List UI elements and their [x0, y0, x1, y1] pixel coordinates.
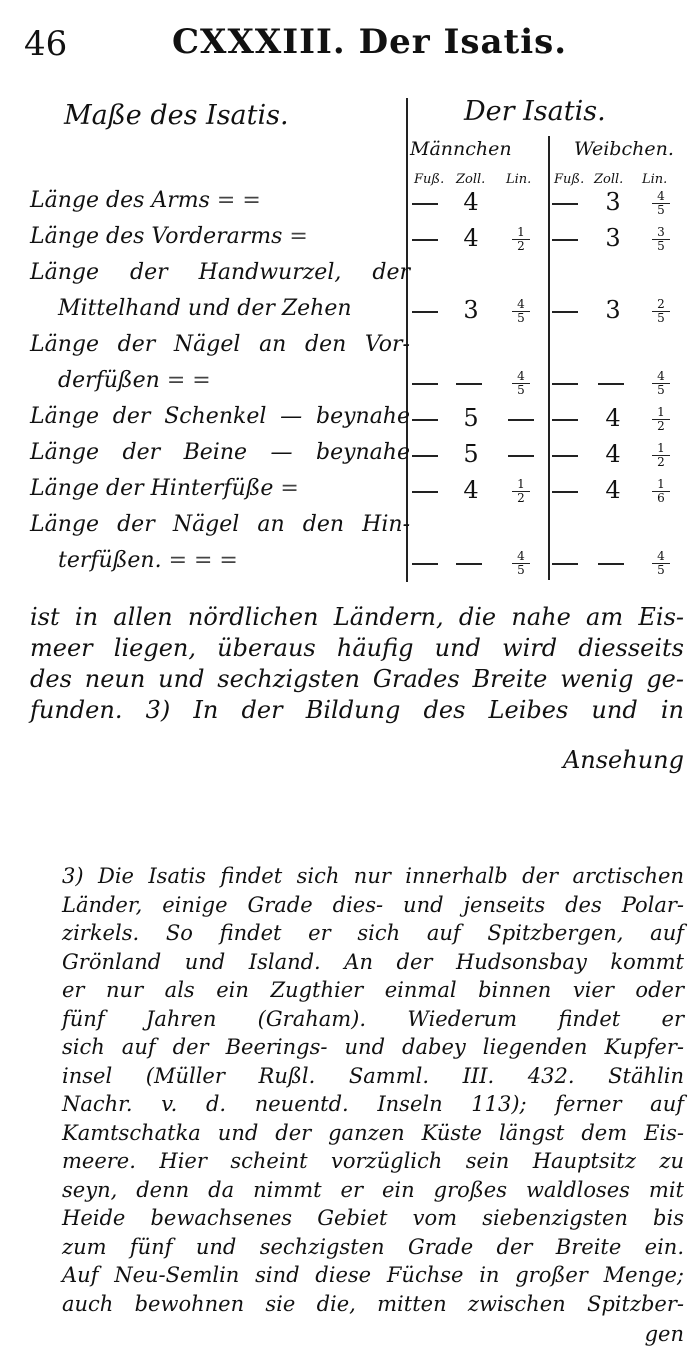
row-label: [58, 368, 410, 393]
cell-value: 4: [463, 476, 479, 504]
cell-dash: [552, 455, 578, 457]
cell-dash: [598, 563, 624, 565]
cell-value: 4: [605, 404, 621, 432]
cell-fraction: $\frac{1}{6}$: [652, 478, 670, 505]
cell-dash: [412, 491, 438, 493]
unit-foot-m: Fuß.: [414, 172, 445, 187]
footnote-line: zirkels. So findet er sich auf Spitzbergen, auf: [62, 921, 684, 945]
cell-dash: [552, 491, 578, 493]
footnote-line: er nur als ein Zugthier einmal binnen vier oder: [62, 978, 684, 1002]
row-label: [30, 440, 410, 465]
cell-value: 5: [463, 440, 479, 468]
cell-dash: [552, 383, 578, 385]
cell-value: 4: [605, 476, 621, 504]
cell-value: 4: [463, 188, 479, 216]
cell-fraction: $\frac{4}{5}$: [512, 370, 530, 397]
column-divider-middle: [548, 136, 550, 580]
footnote-line: Kamtschatka und der ganzen Küste längst dem Eis-: [62, 1120, 684, 1145]
cell-dash: [508, 455, 534, 457]
row-label: [30, 512, 410, 537]
row-label-text: Länge der Hinterfüße: [30, 476, 274, 501]
unit-foot-f: Fuß.: [554, 172, 585, 187]
row-label-text: Mittelhand und der Zehen: [58, 296, 352, 321]
cell-value: 4: [463, 224, 479, 252]
row-label-text: Länge der Schenkel — beynahe: [30, 404, 410, 429]
cell-dash: [552, 239, 578, 241]
body-line: des neun und sechzigsten Grades Breite wenig ge-: [30, 665, 684, 693]
page-number: 46: [24, 24, 68, 64]
cell-dash: [456, 563, 482, 565]
cell-dash: [412, 311, 438, 313]
cell-dash: [412, 419, 438, 421]
row-label-text: derfüßen: [58, 368, 160, 393]
body-line: funden. 3) In der Bildung des Leibes und in: [30, 696, 684, 724]
row-label-text: terfüßen.: [58, 548, 162, 573]
cell-dash: [552, 311, 578, 313]
cell-fraction: $\frac{2}{5}$: [652, 298, 670, 325]
cell-fraction: $\frac{4}{5}$: [652, 550, 670, 577]
row-label-text: Länge des Vorderarms: [30, 224, 283, 249]
row-label: [30, 188, 410, 213]
footnote-line: seyn, denn da nimmt er ein großes waldloses mit: [62, 1177, 684, 1202]
row-label: [30, 224, 410, 249]
measurements-table: [24, 92, 684, 592]
footnote-line: zum fünf und sechzigsten Grade der Breite ein.: [62, 1234, 684, 1259]
body-paragraph: [30, 602, 684, 726]
unit-inch-f: Zoll.: [594, 172, 624, 187]
row-label: [58, 296, 410, 321]
cell-dash: [412, 203, 438, 205]
row-label-text: Länge der Nägel an den Vor-: [30, 332, 410, 357]
row-label-text: Länge des Arms: [30, 188, 210, 213]
cell-dash: [552, 203, 578, 205]
table-title: Maße des Isatis.: [64, 100, 289, 131]
male-label: Männchen: [410, 138, 512, 160]
unit-line-m: Lin.: [506, 172, 532, 187]
running-title: CXXXIII. Der Isatis.: [172, 22, 568, 62]
row-dots: =: [273, 476, 299, 501]
catchword: Ansehung: [562, 746, 684, 774]
cell-dash: [508, 419, 534, 421]
footnote-line: Länder, einige Grade dies- und jenseits des Polar-: [62, 892, 684, 917]
cell-fraction: $\frac{4}{5}$: [512, 298, 530, 325]
page-header: [24, 18, 676, 68]
row-dots: =: [282, 224, 308, 249]
cell-fraction: $\frac{1}{2}$: [652, 442, 670, 469]
unit-line-f: Lin.: [642, 172, 668, 187]
cell-dash: [412, 563, 438, 565]
cell-dash: [412, 239, 438, 241]
footnote-line: Nachr. v. d. neuentd. Inseln 113); ferner auf: [62, 1092, 684, 1116]
footnote-line: auch bewohnen sie die, mitten zwischen Spitzber-: [62, 1291, 684, 1316]
footnote-catchword: gen: [644, 1322, 684, 1346]
cell-dash: [456, 383, 482, 385]
row-dots: = = =: [161, 548, 238, 573]
cell-fraction: $\frac{4}{5}$: [652, 370, 670, 397]
footnote-line: Auf Neu-Semlin sind diese Füchse in großer Menge;: [62, 1263, 684, 1287]
footnote-line: meere. Hier scheint vorzüglich sein Hauptsitz zu: [62, 1149, 684, 1173]
species-heading: Der Isatis.: [464, 96, 606, 127]
cell-dash: [552, 563, 578, 565]
row-dots: = =: [209, 188, 261, 213]
cell-value: 3: [605, 188, 621, 216]
cell-fraction: $\frac{1}{2}$: [512, 478, 530, 505]
cell-fraction: $\frac{4}{5}$: [512, 550, 530, 577]
footnote: [62, 862, 684, 1318]
footnote-line: fünf Jahren (Graham). Wiederum findet er: [62, 1006, 684, 1031]
body-line: ist in allen nördlichen Ländern, die nahe am Eis-: [30, 603, 684, 631]
row-label: [30, 404, 410, 429]
cell-fraction: $\frac{4}{5}$: [652, 190, 670, 217]
row-label: [30, 260, 410, 285]
footnote-line: sich auf der Beerings- und dabey liegenden Kupfer-: [62, 1035, 684, 1059]
cell-fraction: $\frac{3}{5}$: [652, 226, 670, 253]
row-label: [58, 548, 410, 573]
cell-fraction: $\frac{1}{2}$: [512, 226, 530, 253]
cell-dash: [552, 419, 578, 421]
footnote-line: Grönland und Island. An der Hudsonsbay kommt: [62, 949, 684, 974]
cell-value: 3: [463, 296, 479, 324]
cell-value: 5: [463, 404, 479, 432]
cell-dash: [598, 383, 624, 385]
cell-value: 3: [605, 296, 621, 324]
footnote-line: 3) Die Isatis findet sich nur innerhalb der arctischen: [62, 864, 684, 888]
row-dots: = =: [159, 368, 211, 393]
cell-fraction: $\frac{1}{2}$: [652, 406, 670, 433]
footnote-line: insel (Müller Rußl. Samml. III. 432. Stählin: [62, 1063, 684, 1088]
row-label-text: Länge der Handwurzel, der: [30, 260, 410, 285]
female-label: Weibchen.: [574, 138, 674, 160]
row-label: [30, 332, 410, 357]
row-label: [30, 476, 410, 501]
cell-dash: [412, 383, 438, 385]
row-label-text: Länge der Nägel an den Hin-: [30, 512, 410, 537]
cell-dash: [412, 455, 438, 457]
cell-value: 4: [605, 440, 621, 468]
row-label-text: Länge der Beine — beynahe: [30, 440, 410, 465]
cell-value: 3: [605, 224, 621, 252]
body-line: meer liegen, überaus häufig und wird diesseits: [30, 634, 684, 662]
unit-inch-m: Zoll.: [456, 172, 486, 187]
footnote-line: Heide bewachsenes Gebiet vom siebenzigsten bis: [62, 1206, 684, 1230]
